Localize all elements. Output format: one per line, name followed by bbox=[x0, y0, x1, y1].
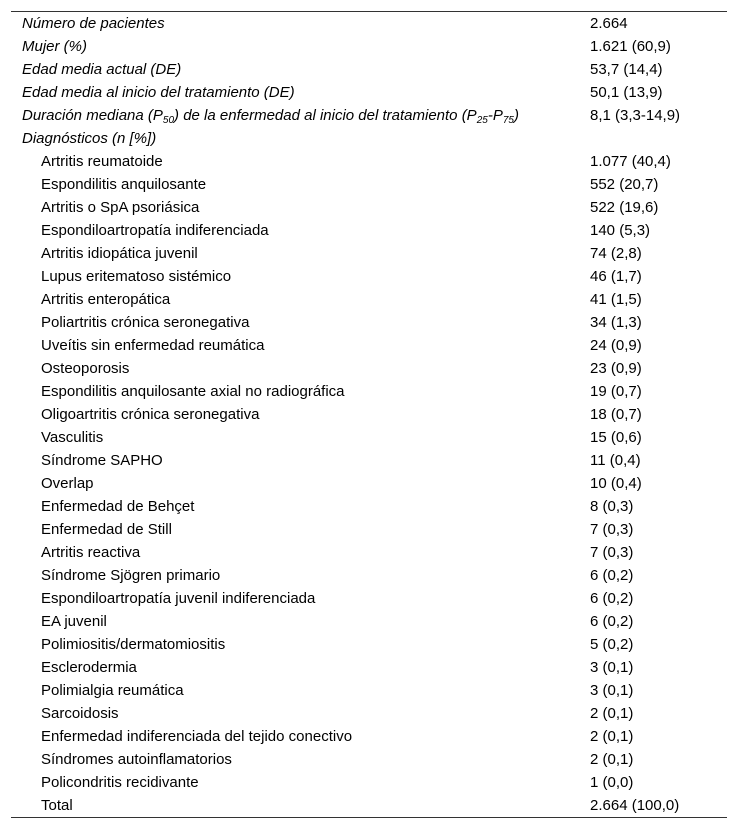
diagnosis-value: 3 (0,1) bbox=[590, 659, 634, 676]
duration-text-3: -P bbox=[487, 107, 503, 124]
diagnosis-label: Overlap bbox=[41, 475, 94, 492]
patient-characteristics-table bbox=[11, 11, 727, 818]
diagnosis-label: Enfermedad indiferenciada del tejido conectivo bbox=[41, 728, 353, 745]
row-age-start bbox=[11, 81, 727, 104]
diagnosis-label: EA juvenil bbox=[41, 613, 107, 630]
diagnosis-label: Enfermedad de Behçet bbox=[41, 498, 195, 515]
diagnosis-value: 8 (0,3) bbox=[590, 498, 634, 515]
diagnosis-label: Polimiositis/dermatomiositis bbox=[41, 636, 226, 653]
table-row bbox=[11, 265, 727, 288]
diagnosis-value: 1.077 (40,4) bbox=[590, 153, 671, 170]
table-row bbox=[11, 242, 727, 265]
table-row bbox=[11, 679, 727, 702]
row-patients bbox=[11, 12, 727, 35]
table-row bbox=[11, 794, 727, 817]
diagnosis-label: Síndromes autoinflamatorios bbox=[41, 751, 232, 768]
diagnosis-label: Policondritis recidivante bbox=[41, 774, 199, 791]
table-row bbox=[11, 173, 727, 196]
diagnosis-value: 2 (0,1) bbox=[590, 705, 634, 722]
table-row bbox=[11, 587, 727, 610]
table-row bbox=[11, 495, 727, 518]
row-label: Edad media actual (DE) bbox=[22, 61, 182, 78]
diagnosis-label: Vasculitis bbox=[41, 429, 104, 446]
table-row bbox=[11, 564, 727, 587]
table-row bbox=[11, 288, 727, 311]
table-row bbox=[11, 449, 727, 472]
diagnosis-label: Espondilitis anquilosante axial no radiográfica bbox=[41, 383, 345, 400]
table-row bbox=[11, 311, 727, 334]
diagnosis-value: 7 (0,3) bbox=[590, 544, 634, 561]
diagnosis-label: Osteoporosis bbox=[41, 360, 130, 377]
table-row bbox=[11, 380, 727, 403]
table-row bbox=[11, 334, 727, 357]
diagnosis-value: 5 (0,2) bbox=[590, 636, 634, 653]
diagnosis-label: Total bbox=[41, 797, 73, 814]
row-value: 2.664 bbox=[590, 15, 628, 32]
row-age-now bbox=[11, 58, 727, 81]
table-row bbox=[11, 357, 727, 380]
diagnosis-value: 11 (0,4) bbox=[590, 452, 641, 469]
diagnosis-label: Polimialgia reumática bbox=[41, 682, 184, 699]
diagnosis-label: Artritis reactiva bbox=[41, 544, 141, 561]
diagnosis-label: Lupus eritematoso sistémico bbox=[41, 268, 232, 285]
diagnosis-value: 6 (0,2) bbox=[590, 613, 634, 630]
duration-text-4: ) bbox=[513, 107, 519, 124]
diagnosis-label: Uveítis sin enfermedad reumática bbox=[41, 337, 265, 354]
row-value: 8,1 (3,3-14,9) bbox=[590, 107, 681, 124]
diagnosis-value: 522 (19,6) bbox=[590, 199, 659, 216]
diagnosis-value: 34 (1,3) bbox=[590, 314, 642, 331]
row-label: Edad media al inicio del tratamiento (DE) bbox=[22, 84, 295, 101]
table-row bbox=[11, 426, 727, 449]
diagnosis-label: Enfermedad de Still bbox=[41, 521, 172, 538]
table-row bbox=[11, 702, 727, 725]
table-row bbox=[11, 541, 727, 564]
diagnosis-value: 140 (5,3) bbox=[590, 222, 651, 239]
diagnosis-value: 23 (0,9) bbox=[590, 360, 642, 377]
row-label: Número de pacientes bbox=[22, 15, 165, 32]
diagnosis-value: 46 (1,7) bbox=[590, 268, 642, 285]
row-women bbox=[11, 35, 727, 58]
diagnosis-value: 2 (0,1) bbox=[590, 751, 634, 768]
diagnosis-label: Artritis enteropática bbox=[41, 291, 171, 308]
diagnosis-label: Artritis idiopática juvenil bbox=[41, 245, 198, 262]
diagnosis-label: Espondiloartropatía indiferenciada bbox=[41, 222, 269, 239]
diagnosis-value: 2.664 (100,0) bbox=[590, 797, 680, 814]
table-row bbox=[11, 150, 727, 173]
table-row bbox=[11, 771, 727, 794]
diagnosis-value: 6 (0,2) bbox=[590, 567, 634, 584]
table-row bbox=[11, 472, 727, 495]
diagnosis-label: Artritis o SpA psoriásica bbox=[41, 199, 200, 216]
diagnosis-value: 6 (0,2) bbox=[590, 590, 634, 607]
data-table bbox=[11, 12, 727, 817]
diagnosis-value: 19 (0,7) bbox=[590, 383, 642, 400]
diagnosis-value: 2 (0,1) bbox=[590, 728, 634, 745]
row-value: 50,1 (13,9) bbox=[590, 84, 663, 101]
table-row bbox=[11, 656, 727, 679]
duration-sub-2: 25 bbox=[476, 115, 488, 126]
duration-text-1: Duración mediana (P bbox=[22, 107, 163, 124]
table-row bbox=[11, 196, 727, 219]
section-header: Diagnósticos (n [%]) bbox=[22, 130, 157, 147]
table-row bbox=[11, 518, 727, 541]
table-row bbox=[11, 219, 727, 242]
diagnosis-label: Sarcoidosis bbox=[41, 705, 119, 722]
diagnosis-label: Esclerodermia bbox=[41, 659, 137, 676]
table-row bbox=[11, 610, 727, 633]
diagnosis-label: Síndrome Sjögren primario bbox=[41, 567, 221, 584]
row-label bbox=[11, 104, 590, 127]
diagnosis-value: 15 (0,6) bbox=[590, 429, 642, 446]
diagnosis-value: 18 (0,7) bbox=[590, 406, 642, 423]
table-row bbox=[11, 748, 727, 771]
row-label: Mujer (%) bbox=[22, 38, 88, 55]
diagnosis-value: 7 (0,3) bbox=[590, 521, 634, 538]
row-value: 1.621 (60,9) bbox=[590, 38, 671, 55]
diagnosis-value: 552 (20,7) bbox=[590, 176, 659, 193]
row-duration bbox=[11, 104, 727, 127]
diagnosis-value: 3 (0,1) bbox=[590, 682, 634, 699]
diagnosis-value: 74 (2,8) bbox=[590, 245, 642, 262]
table-row bbox=[11, 403, 727, 426]
diagnosis-value: 41 (1,5) bbox=[590, 291, 642, 308]
diagnosis-label: Síndrome SAPHO bbox=[41, 452, 163, 469]
diagnosis-label: Oligoartritis crónica seronegativa bbox=[41, 406, 260, 423]
row-diagnoses-header bbox=[11, 127, 727, 150]
diagnosis-label: Espondiloartropatía juvenil indiferenciada bbox=[41, 590, 316, 607]
table-row bbox=[11, 725, 727, 748]
row-value-empty bbox=[590, 127, 727, 150]
row-value: 53,7 (14,4) bbox=[590, 61, 663, 78]
diagnosis-value: 10 (0,4) bbox=[590, 475, 642, 492]
diagnosis-label: Artritis reumatoide bbox=[41, 153, 163, 170]
table-row bbox=[11, 633, 727, 656]
diagnosis-value: 24 (0,9) bbox=[590, 337, 642, 354]
duration-sub-1: 50 bbox=[162, 115, 175, 126]
diagnosis-value: 1 (0,0) bbox=[590, 774, 634, 791]
diagnosis-label: Poliartritis crónica seronegativa bbox=[41, 314, 250, 331]
duration-sub-3: 75 bbox=[502, 115, 514, 126]
duration-text-2: ) de la enfermedad al inicio del tratamiento (P bbox=[174, 107, 477, 124]
diagnosis-label: Espondilitis anquilosante bbox=[41, 176, 207, 193]
